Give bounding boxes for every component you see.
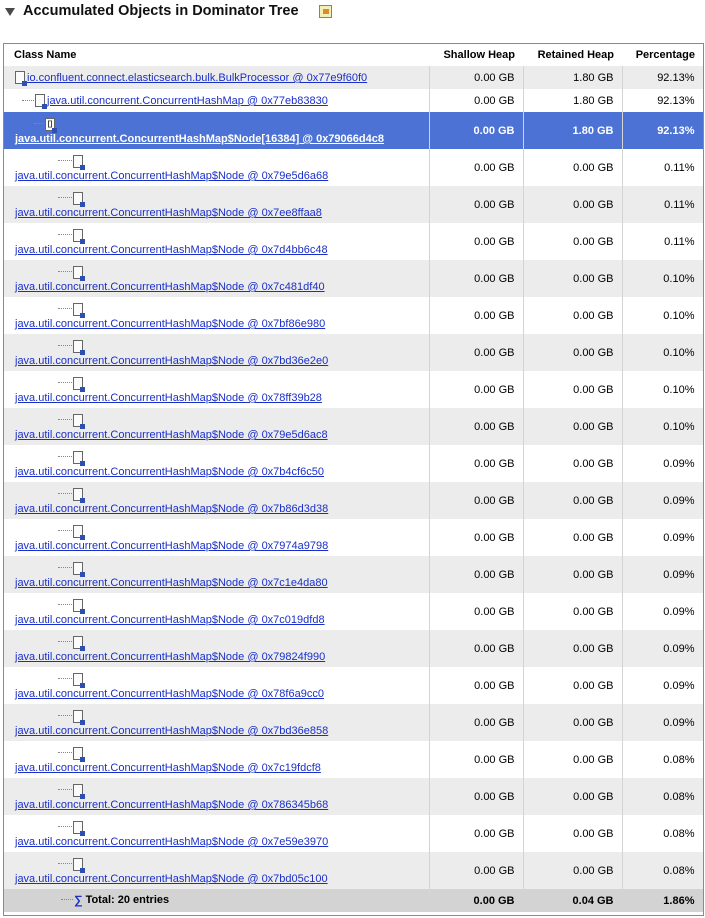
retained-heap-cell: 0.00 GB [523,556,622,593]
class-name-cell [4,371,429,408]
object-link[interactable]: java.util.concurrent.ConcurrentHashMap$Node @ 0x78f6a9cc0 [15,688,324,700]
percentage-cell: 0.11% [622,149,703,186]
retained-heap-cell: 0.00 GB [523,334,622,371]
object-link[interactable]: java.util.concurrent.ConcurrentHashMap$Node @ 0x7974a9798 [15,540,329,552]
class-name-cell [4,741,429,778]
object-icon [73,155,83,168]
object-link[interactable]: java.util.concurrent.ConcurrentHashMap$Node @ 0x79e5d6ac8 [15,429,328,441]
retained-heap-cell: 0.00 GB [523,223,622,260]
class-name-cell [4,89,429,112]
percentage-cell: 0.09% [622,704,703,741]
object-icon [73,636,83,649]
section-title: Accumulated Objects in Dominator Tree [23,3,299,19]
percentage-cell: 0.09% [622,593,703,630]
section-header [0,0,705,26]
object-icon [73,229,83,242]
percentage-cell: 0.11% [622,186,703,223]
tree-node-head [58,338,83,354]
object-link[interactable]: java.util.concurrent.ConcurrentHashMap$Node @ 0x7c1e4da80 [15,577,328,589]
tree-node-head [58,523,83,539]
tree-node-head [58,264,83,280]
object-link[interactable]: java.util.concurrent.ConcurrentHashMap$Node @ 0x7b86d3d38 [15,503,329,515]
total-percentage: 1.86% [622,889,703,912]
retained-heap-cell: 0.00 GB [523,297,622,334]
percentage-cell: 0.08% [622,778,703,815]
object-icon [73,340,83,353]
object-link[interactable]: java.util.concurrent.ConcurrentHashMap$Node @ 0x7d4bb6c48 [15,244,328,256]
class-name-cell [4,186,429,223]
percentage-cell: 92.13% [622,89,703,112]
shallow-heap-cell: 0.00 GB [429,297,523,334]
class-name-cell [4,593,429,630]
percentage-cell: 0.10% [622,371,703,408]
table-row[interactable] [4,186,703,223]
object-icon [73,451,83,464]
object-icon [35,94,45,107]
tree-connector [58,419,72,421]
class-name-cell [4,667,429,704]
table-row[interactable] [4,66,703,89]
object-link[interactable]: java.util.concurrent.ConcurrentHashMap$Node[16384] @ 0x79066d4c8 [15,133,384,145]
retained-heap-cell: 0.00 GB [523,260,622,297]
tree-node-head [58,671,83,687]
percentage-cell: 92.13% [622,66,703,89]
object-link[interactable]: java.util.concurrent.ConcurrentHashMap$Node @ 0x7c19fdcf8 [15,762,321,774]
total-shallow-heap: 0.00 GB [429,889,523,912]
class-name-cell [4,260,429,297]
column-header-shallow-heap[interactable]: Shallow Heap [429,44,523,66]
table-row[interactable] [4,408,703,445]
tree-connector [58,678,72,680]
shallow-heap-cell: 0.00 GB [429,149,523,186]
percentage-cell: 92.13% [622,112,703,149]
object-icon [73,821,83,834]
shallow-heap-cell: 0.00 GB [429,66,523,89]
dominator-tree-table [3,43,704,916]
retained-heap-cell: 0.00 GB [523,704,622,741]
object-icon [73,303,83,316]
object-link[interactable]: java.util.concurrent.ConcurrentHashMap @ 0x77eb83830 [47,95,328,107]
tree-node-head [58,708,83,724]
percentage-cell: 0.09% [622,667,703,704]
class-name-cell [4,297,429,334]
object-icon [15,71,25,84]
percentage-cell: 0.09% [622,630,703,667]
tree-node-head [58,449,83,465]
object-link[interactable]: java.util.concurrent.ConcurrentHashMap$Node @ 0x7bd05c100 [15,873,328,885]
tree-connector [58,604,72,606]
table-row[interactable] [4,371,703,408]
object-icon [73,377,83,390]
table-row[interactable] [4,297,703,334]
class-name-cell [4,556,429,593]
percentage-cell: 0.10% [622,408,703,445]
tree-connector [58,345,72,347]
shallow-heap-cell: 0.00 GB [429,593,523,630]
tree-node-head [58,782,83,798]
shallow-heap-cell: 0.00 GB [429,260,523,297]
tree-connector [58,789,72,791]
tree-node-head [58,597,83,613]
table-row[interactable] [4,593,703,630]
percentage-cell: 0.08% [622,741,703,778]
class-name-cell [4,149,429,186]
array-icon: [] [45,118,55,131]
class-name-cell [4,482,429,519]
object-link[interactable]: java.util.concurrent.ConcurrentHashMap$Node @ 0x7b4cf6c50 [15,466,324,478]
tree-node-head [58,486,83,502]
shallow-heap-cell: 0.00 GB [429,334,523,371]
object-icon [73,747,83,760]
percentage-cell: 0.10% [622,297,703,334]
shallow-heap-cell: 0.00 GB [429,89,523,112]
retained-heap-cell: 1.80 GB [523,66,622,89]
class-name-cell [4,334,429,371]
object-link[interactable]: java.util.concurrent.ConcurrentHashMap$Node @ 0x78ff39b28 [15,392,322,404]
table-row[interactable] [4,815,703,852]
shallow-heap-cell: 0.00 GB [429,741,523,778]
tree-node-head [58,227,83,243]
object-icon [73,673,83,686]
table-row[interactable] [4,89,703,112]
tree-connector [34,123,44,125]
tree-connector [58,197,72,199]
retained-heap-cell: 0.00 GB [523,593,622,630]
retained-heap-cell: 0.00 GB [523,815,622,852]
percentage-cell: 0.10% [622,334,703,371]
tree-node-head [58,153,83,169]
tree-node-head [58,301,83,317]
class-name-cell [4,778,429,815]
table-row[interactable] [4,519,703,556]
tree-connector [58,160,72,162]
table-row[interactable] [4,260,703,297]
percentage-cell: 0.08% [622,852,703,889]
retained-heap-cell: 0.00 GB [523,741,622,778]
object-link[interactable]: java.util.concurrent.ConcurrentHashMap$Node @ 0x7e59e3970 [15,836,329,848]
object-icon [73,488,83,501]
sigma-icon: ∑ [74,893,83,907]
table-row[interactable] [4,482,703,519]
table-row[interactable] [4,445,703,482]
class-name-cell [4,408,429,445]
table-row[interactable] [4,334,703,371]
class-name-cell [4,630,429,667]
total-label [61,893,169,907]
tree-connector [58,715,72,717]
object-link[interactable]: java.util.concurrent.ConcurrentHashMap$Node @ 0x7bd36e858 [15,725,329,737]
tree-connector [58,271,72,273]
object-link[interactable]: java.util.concurrent.ConcurrentHashMap$Node @ 0x7c481df40 [15,281,325,293]
class-name-cell [4,519,429,556]
shallow-heap-cell: 0.00 GB [429,482,523,519]
expanded-triangle-icon[interactable] [5,8,15,16]
table-row[interactable] [4,741,703,778]
tree-node-head [58,412,83,428]
retained-heap-cell: 0.00 GB [523,667,622,704]
tree-connector [58,752,72,754]
percentage-cell: 0.11% [622,223,703,260]
tree-connector [58,530,72,532]
class-name-cell [4,112,429,149]
tree-connector [58,456,72,458]
table-row[interactable] [4,704,703,741]
tree-node-head [58,819,83,835]
object-icon [73,192,83,205]
tree-connector [58,382,72,384]
percentage-cell: 0.10% [622,260,703,297]
tree-connector [61,899,73,901]
class-name-cell [4,852,429,889]
column-header-class-name[interactable]: Class Name [4,44,429,66]
shallow-heap-cell: 0.00 GB [429,778,523,815]
class-name-cell [4,445,429,482]
tree-node-head [58,375,83,391]
retained-heap-cell: 0.00 GB [523,445,622,482]
total-label-cell [4,889,429,912]
shallow-heap-cell: 0.00 GB [429,815,523,852]
shallow-heap-cell: 0.00 GB [429,186,523,223]
tree-node-head [58,560,83,576]
tree-node-head [58,190,83,206]
tree-connector [58,641,72,643]
tree-connector [58,567,72,569]
object-icon [73,710,83,723]
class-name-cell [4,815,429,852]
object-link[interactable]: java.util.concurrent.ConcurrentHashMap$Node @ 0x79824f990 [15,651,326,663]
object-link[interactable]: java.util.concurrent.ConcurrentHashMap$Node @ 0x7ee8ffaa8 [15,207,322,219]
shallow-heap-cell: 0.00 GB [429,667,523,704]
object-link[interactable]: java.util.concurrent.ConcurrentHashMap$Node @ 0x79e5d6a68 [15,170,329,182]
retained-heap-cell: 1.80 GB [523,89,622,112]
tree-connector [58,308,72,310]
table-row[interactable] [4,556,703,593]
total-row [4,889,703,912]
shallow-heap-cell: 0.00 GB [429,519,523,556]
object-icon [73,525,83,538]
object-icon [73,784,83,797]
retained-heap-cell: 0.00 GB [523,186,622,223]
table-row[interactable] [4,223,703,260]
tree-node-head [58,634,83,650]
class-name-cell [4,704,429,741]
tree-connector [58,826,72,828]
object-link[interactable]: java.util.concurrent.ConcurrentHashMap$Node @ 0x7bf86e980 [15,318,326,330]
object-link[interactable]: java.util.concurrent.ConcurrentHashMap$Node @ 0x7bd36e2e0 [15,355,329,367]
shallow-heap-cell: 0.00 GB [429,556,523,593]
header-row [4,44,703,66]
details-icon[interactable] [319,5,332,18]
object-link[interactable]: java.util.concurrent.ConcurrentHashMap$Node @ 0x786345b68 [15,799,329,811]
retained-heap-cell: 1.80 GB [523,112,622,149]
table-row[interactable] [4,630,703,667]
object-link[interactable]: java.util.concurrent.ConcurrentHashMap$Node @ 0x7c019dfd8 [15,614,325,626]
table-row-selected[interactable] [4,112,703,149]
shallow-heap-cell: 0.00 GB [429,630,523,667]
shallow-heap-cell: 0.00 GB [429,223,523,260]
object-icon [73,414,83,427]
retained-heap-cell: 0.00 GB [523,482,622,519]
tree-connector [58,234,72,236]
tree-connector [22,100,34,102]
retained-heap-cell: 0.00 GB [523,408,622,445]
retained-heap-cell: 0.00 GB [523,630,622,667]
percentage-cell: 0.09% [622,556,703,593]
object-icon [73,562,83,575]
retained-heap-cell: 0.00 GB [523,519,622,556]
tree-node-head [58,856,83,872]
tree-node-head [58,745,83,761]
tree-node-head [34,116,55,132]
percentage-cell: 0.09% [622,482,703,519]
percentage-cell: 0.09% [622,445,703,482]
shallow-heap-cell: 0.00 GB [429,371,523,408]
table-row[interactable] [4,149,703,186]
retained-heap-cell: 0.00 GB [523,371,622,408]
object-link[interactable]: io.confluent.connect.elasticsearch.bulk.BulkProcessor @ 0x77e9f60f0 [27,72,368,84]
object-icon [73,599,83,612]
class-name-cell [4,223,429,260]
shallow-heap-cell: 0.00 GB [429,408,523,445]
column-header-retained-heap[interactable]: Retained Heap [523,44,622,66]
total-retained-heap: 0.04 GB [523,889,622,912]
percentage-cell: 0.08% [622,815,703,852]
shallow-heap-cell: 0.00 GB [429,852,523,889]
table-row[interactable] [4,667,703,704]
percentage-cell: 0.09% [622,519,703,556]
tree-connector [58,493,72,495]
table-row[interactable] [4,778,703,815]
shallow-heap-cell: 0.00 GB [429,704,523,741]
retained-heap-cell: 0.00 GB [523,852,622,889]
shallow-heap-cell: 0.00 GB [429,445,523,482]
tree-connector [58,863,72,865]
column-header-percentage[interactable]: Percentage [622,44,703,66]
object-icon [73,858,83,871]
retained-heap-cell: 0.00 GB [523,778,622,815]
total-entries-label: Total: 20 entries [85,894,170,906]
object-icon [73,266,83,279]
class-name-cell [4,66,429,89]
table-row[interactable] [4,852,703,889]
shallow-heap-cell: 0.00 GB [429,112,523,149]
retained-heap-cell: 0.00 GB [523,149,622,186]
